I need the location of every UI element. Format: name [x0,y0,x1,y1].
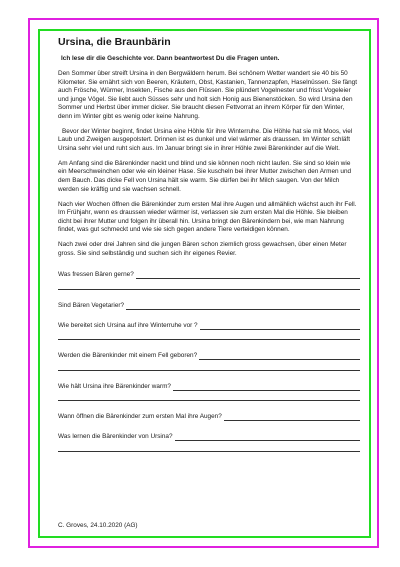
story-paragraph-1: Den Sommer über streift Ursina in den Bergwäldern herum. Bei schönem Wetter wandert sie 40 bis 50 Kilometer. Sie ernährt sich von Beeren, Kräutern, Obst, Kastanien, Tannenzapfen, Haselnüssen. Sie fängt auch Frösche, Würmer, Insekten, Fische aus den Flüssen. Sie plündert Vogelnester und frisst Vogeleier und junge Vögel. Sie liebt auch Süsses sehr und holt sich Honig aus Bienenstöcken. So wird Ursina den Sommer und Herbst über immer dicker. Sie braucht diesen Fettvorrat an ihrem Körper für den Winter, denn im Winter gibt es wenig oder keine Nahrung. [58,70,357,120]
story-paragraph-4: Nach vier Wochen öffnen die Bärenkinder zum ersten Mal ihre Augen und allmählich wächst auch ihr Fell. Im Frühjahr, wenn es draussen wieder wärmer ist, verlassen sie zum ersten Mal die Höhle. Sie bleiben dicht bei ihrer Mutter und folgen ihr überall hin. Ursina bringt den Bärenkindern bei, wie man Nahrung findet, was gut schmeckt und wie sie sich gegen andere Tiere verteidigen können. [58,200,357,234]
answer-line[interactable] [199,352,360,360]
story-paragraph-2: Bevor der Winter beginnt, findet Ursina eine Höhle für ihre Winterruhe. Die Höhle hat sie mit Moos, viel Laub und Zweigen ausgepolstert. Drinnen ist es dunkel und viel wärmer als draussen. Im Winter schläft Ursina sehr viel und ruht sich aus. Im Januar bringt sie in ihrer Höhle zwei Bärenkinder auf die Welt. [58,127,353,152]
question-1-text: Was fressen Bären gerne? [58,271,134,279]
answer-line[interactable] [58,441,360,452]
question-2 [58,301,360,310]
answer-line[interactable] [173,383,360,391]
footer-credit: C. Groves, 24.10.2020 (AG) [58,522,138,529]
question-3-text: Wie bereitet sich Ursina auf ihre Winterruhe vor ? [58,321,198,329]
answer-line[interactable] [200,322,360,330]
question-2-text: Sind Bären Vegetarier? [58,301,125,309]
question-4-text: Werden die Bärenkinder mit einem Fell geboren? [58,352,198,360]
answer-line[interactable] [224,413,360,421]
question-5 [58,382,360,402]
question-6-text: Wann öffnen die Bärenkinder zum ersten Mal ihre Augen? [58,413,222,421]
page-title: Ursina, die Braunbärin [58,36,171,48]
answer-line[interactable] [58,391,360,402]
question-6 [58,412,360,421]
story-paragraph-3: Am Anfang sind die Bärenkinder nackt und blind und sie können noch nicht laufen. Sie sind so klein wie ein Meerschweinchen oder wie ein kleiner Hase. Sie kuscheln bei ihrer Mutter zwischen den Armen und dem Bauch. Das dicke Fell von Ursina hält sie warm. Sie dürfen bei ihr Milch saugen. Von der Milch werden sie kräftig und sie wachsen schnell. [58,159,352,193]
question-5-text: Wie hält Ursina ihre Bärenkinder warm? [58,382,171,390]
question-7 [58,432,360,452]
answer-line[interactable] [175,433,361,441]
answer-line[interactable] [126,302,360,310]
worksheet-content [58,36,360,463]
answer-line[interactable] [136,271,360,279]
instruction-text: Ich lese dir die Geschichte vor. Dann beantwortest Du die Fragen unten. [61,55,280,62]
story-paragraph-5: Nach zwei oder drei Jahren sind die jungen Bären schon ziemlich gross gewachsen, über einen Meter gross. Sie sind selbständig und suchen sich ihr eigenes Revier. [58,241,347,257]
answer-line[interactable] [58,360,360,371]
question-7-text: Was lernen die Bärenkinder von Ursina? [58,433,173,441]
question-1 [58,270,360,290]
question-4 [58,351,360,371]
answer-line[interactable] [58,279,360,290]
question-3 [58,321,360,341]
answer-line[interactable] [58,330,360,341]
